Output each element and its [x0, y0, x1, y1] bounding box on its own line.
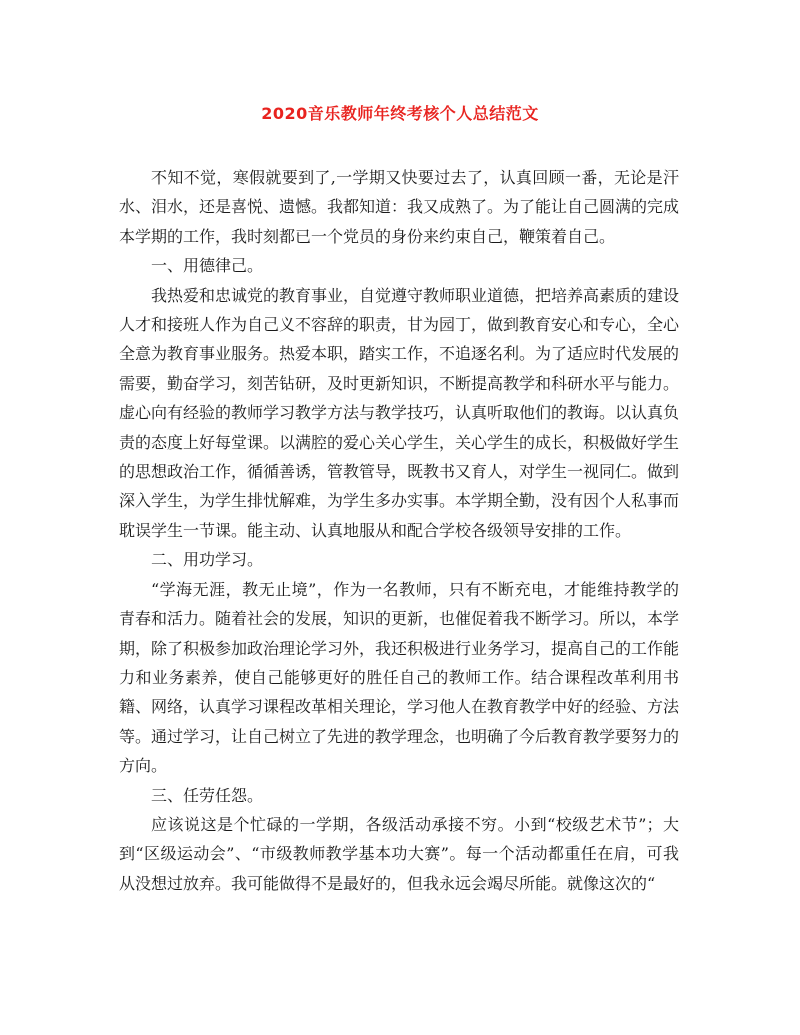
intro-paragraph: 不知不觉，寒假就要到了,一学期又快要过去了，认真回顾一番，无论是汗水、泪水，还是喜悦、遗憾。我都知道：我又成熟了。为了能让自己圆满的完成本学期的工作，我时刻都已一个党员的身份来约束自己，鞭策着自己。: [119, 168, 680, 246]
section-2-paragraph: “学海无涯，教无止境”，作为一名教师，只有不断充电，才能维持教学的青春和活力。随着社会的发展，知识的更新，也催促着我不断学习。所以，本学期，除了积极参加政治理论学习外，我还积极进行业务学习，提高自己的工作能力和业务素养，使自己能够更好的胜任自己的教师工作。结合课程改革利用书籍、网络，认真学习课程改革相关理论，学习他人在教育教学中好的经验、方法等。通过学习，让自己树立了先进的教学理念，也明确了今后教育教学要努力的方向。: [119, 579, 680, 776]
document-body: [119, 163, 679, 898]
section-heading-1: 一、用德律己。: [151, 256, 264, 276]
section-3-paragraph: 应该说这是个忙碌的一学期，各级活动承接不穷。小到“校级艺术节”；大到“区级运动会”、“市级教师教学基本功大赛”。每一个活动都重任在肩，可我从没想过放弃。我可能做得不是最好的，但我永远会竭尽所能。就像这次的“: [119, 814, 679, 893]
section-heading-3: 三、任劳任怨。: [151, 785, 264, 805]
section-heading-2: 二、用功学习。: [151, 550, 264, 570]
section-1-paragraph: 我热爱和忠诚党的教育事业，自觉遵守教师职业道德，把培养高素质的建设人才和接班人作为自己义不容辞的职责，甘为园丁，做到教育安心和专心，全心全意为教育事业服务。热爱本职，踏实工作，不追逐名利。为了适应时代发展的需要，勤奋学习，刻苦钻研，及时更新知识，不断提高教学和科研水平与能力。虚心向有经验的教师学习教学方法与教学技巧，认真听取他们的教诲。以认真负责的态度上好每堂课。以满腔的爱心关心学生，关心学生的成长，积极做好学生的思想政治工作，循循善诱，管教管导，既教书又育人，对学生一视同仁。做到深入学生，为学生排忧解难，为学生多办实事。本学期全勤，没有因个人私事而耽误学生一节课。能主动、认真地服从和配合学校各级领导安排的工作。: [119, 285, 680, 540]
document-title: 2020音乐教师年终考核个人总结范文: [261, 104, 539, 123]
